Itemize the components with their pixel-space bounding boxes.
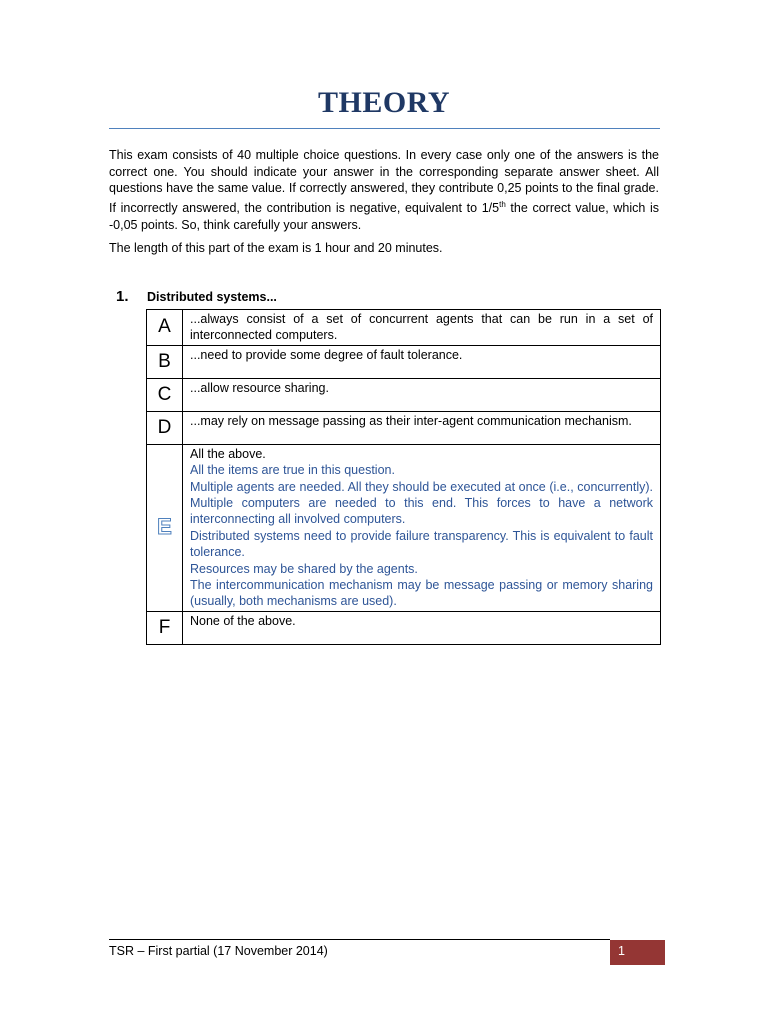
intro-superscript: th <box>499 200 506 210</box>
intro-text-part2: the correct value, which is -0,05 points. So, think carefully your answers. <box>109 201 659 232</box>
option-row-d <box>147 411 661 444</box>
option-row-e <box>147 444 661 611</box>
intro-text-part1: This exam consists of 40 multiple choice questions. In every case only one of the answers is the correct one. You should indicate your answer in the corresponding separate answer sheet. All questions have the same value. If correctly answered, they contribute 0,25 points to the final grade. If incorrectly answered, the contribution is negative, equivalent to 1/5 <box>109 148 659 216</box>
question-stem: Distributed systems... <box>147 290 277 304</box>
option-letter-e <box>147 444 183 611</box>
option-text-f: None of the above. <box>183 611 661 644</box>
question-number: 1. <box>116 288 129 305</box>
option-text-a: ...always consist of a set of concurrent agents that can be run in a set of interconnected computers. <box>183 310 661 346</box>
exam-length-paragraph: The length of this part of the exam is 1 hour and 20 minutes. <box>109 241 443 255</box>
footer-divider <box>109 939 610 940</box>
option-text-c: ...allow resource sharing. <box>183 378 661 411</box>
option-letter-d: D <box>147 411 183 444</box>
option-row-a <box>147 310 661 346</box>
option-letter-f: F <box>147 611 183 644</box>
option-text-e-main: All the above. <box>190 446 266 461</box>
answer-options-table <box>146 309 661 645</box>
footer-text: TSR – First partial (17 November 2014) <box>109 944 328 958</box>
explanation-line: Resources may be shared by the agents. <box>190 561 418 576</box>
page-number: 1 <box>610 940 665 965</box>
option-row-c <box>147 378 661 411</box>
explanation-line: The intercommunication mechanism may be message passing or memory sharing (usually, both mechanisms are used). <box>190 578 653 609</box>
correct-answer-letter-e: E <box>157 513 172 539</box>
option-row-b <box>147 345 661 378</box>
option-letter-a: A <box>147 310 183 346</box>
explanation-line: Multiple agents are needed. All they should be executed at once (i.e., concurrently). Multiple computers are needed to this end. This forces to have a network interconnecting all involved computers. <box>190 479 653 527</box>
explanation-line: Distributed systems need to provide failure transparency. This is equivalent to fault tolerance. <box>190 528 653 560</box>
option-text-e <box>183 444 661 611</box>
page-title: THEORY <box>318 86 450 119</box>
option-letter-b: B <box>147 345 183 378</box>
option-text-d: ...may rely on message passing as their inter-agent communication mechanism. <box>183 411 661 444</box>
option-letter-c: C <box>147 378 183 411</box>
option-row-f <box>147 611 661 644</box>
explanation-line: All the items are true in this question. <box>190 463 395 478</box>
intro-paragraph <box>109 147 659 234</box>
title-divider <box>109 128 660 129</box>
option-text-b: ...need to provide some degree of fault tolerance. <box>183 345 661 378</box>
